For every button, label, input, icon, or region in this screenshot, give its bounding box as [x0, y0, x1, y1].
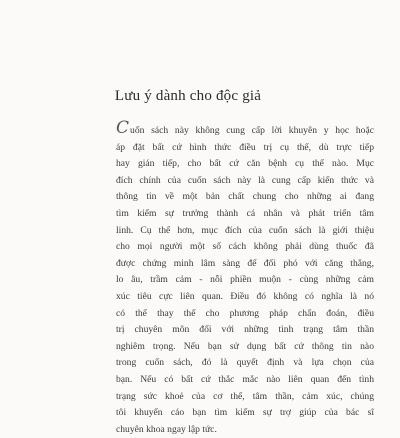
- text-line-5: thông tin về một bản chất chung cho những ai đang: [116, 191, 374, 203]
- page-title: Lưu ý dành cho độc giả: [114, 88, 262, 104]
- text-line-10: lo âu, trầm cảm - nỗi phiền muộn - cùng những cảm: [116, 274, 374, 286]
- text-line-13: trị chuyên môn đối với những tình trạng tâm thần: [116, 324, 374, 336]
- text-line-19: chuyên khoa ngay lập tức.: [116, 423, 217, 435]
- text-line-12: có thể thay thế cho phương pháp chẩn đoán, điều: [116, 307, 374, 319]
- text-line-6: tìm kiếm sự trưởng thành cá nhân và phát triển tâm: [116, 207, 374, 219]
- text-line-8: cho mọi người một số cách không phải dùng thuốc đã: [116, 241, 374, 253]
- text-line-1: [116, 120, 374, 140]
- text-line-17: trạng sức khoẻ của cơ thể, tâm thần, cảm xúc, chúng: [116, 390, 374, 402]
- drop-cap: C: [116, 118, 130, 138]
- text-line-11: xúc tiêu cực liên quan. Điều đó không có nghĩa là nó: [116, 290, 374, 302]
- text-line-7: linh. Cụ thể hơn, mục đích của cuốn sách là giới thiệu: [116, 224, 374, 236]
- text-line-2: áp đặt bất cứ hình thức điều trị cụ thể, dù trực tiếp: [116, 141, 374, 153]
- text-line-15: trong cuốn sách, đó là quyết định và lựa chọn của: [116, 357, 374, 369]
- text-line-16: bạn. Nếu có bất cứ thắc mắc nào liên quan đến tình: [116, 373, 374, 385]
- text-line-9: được chứng minh lâm sàng để đối phó với căng thẳng,: [116, 257, 374, 269]
- text-line-14: nghiêm trọng. Nếu bạn sử dụng bất cứ thông tin nào: [116, 340, 374, 352]
- notice-body: [116, 120, 374, 438]
- text-line-3: hay gián tiếp, cho bất cứ căn bệnh cụ thể nào. Mục: [116, 158, 374, 170]
- text-line-1-rest: uốn sách này không cung cấp lời khuyên y học hoặc: [130, 125, 374, 136]
- text-line-4: đích chính của cuốn sách này là cung cấp kiến thức và: [116, 174, 374, 186]
- text-line-18: tôi khuyến cáo bạn tìm kiếm sự trợ giúp của bác sĩ: [116, 407, 374, 419]
